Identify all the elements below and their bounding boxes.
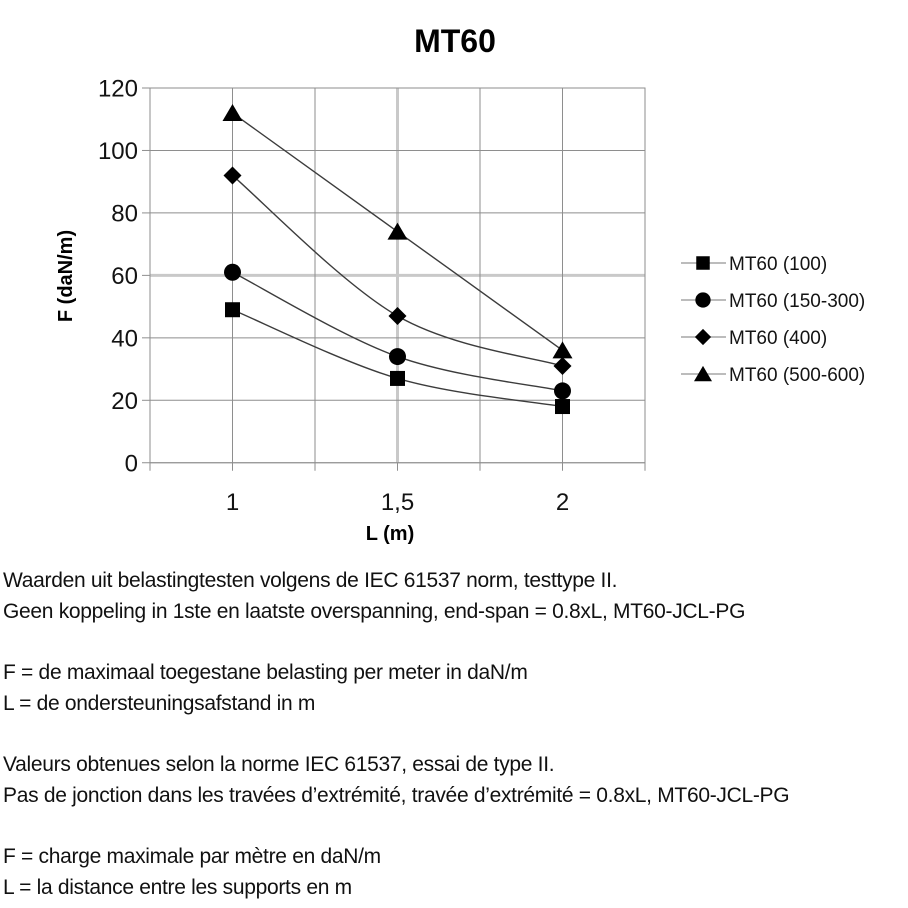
legend-item xyxy=(681,365,865,386)
x-tick-label: 1 xyxy=(225,489,240,516)
x-tick-label: 2 xyxy=(555,489,570,516)
y-tick-label: 100 xyxy=(97,137,138,165)
data-point-marker xyxy=(225,302,240,317)
y-tick-label: 80 xyxy=(111,200,138,228)
data-point-marker xyxy=(554,382,571,399)
diamond-marker xyxy=(695,329,711,345)
data-point-marker xyxy=(553,341,573,358)
y-tick-label: 40 xyxy=(111,325,138,353)
data-point-marker xyxy=(554,357,572,375)
footnote-paragraph: Valeurs obtenues selon la norme IEC 61537, essai de type II. Pas de jonction dans les travées d’extrémité, travée d’extrémité = 0.8xL, MT60-JCL-PG xyxy=(3,753,790,807)
y-tick-label: 120 xyxy=(97,75,138,103)
footnote-paragraph: F = charge maximale par mètre en daN/m L = la distance entre les supports en m xyxy=(3,845,381,899)
data-point-marker xyxy=(223,104,243,121)
square-marker xyxy=(696,256,710,270)
x-tick-label: 1,5 xyxy=(380,489,415,516)
data-point-marker xyxy=(555,399,570,414)
data-point-marker xyxy=(389,348,406,365)
y-axis-title: F (daN/m) xyxy=(55,229,77,323)
legend-item xyxy=(681,254,827,275)
footnote-paragraph: Waarden uit belastingtesten volgens de IEC 61537 norm, testtype II. Geen koppeling in 1ste en laatste overspanning, end-span = 0.8xL, MT60-JCL-PG xyxy=(3,569,746,623)
y-tick-label: 20 xyxy=(111,387,138,415)
legend-label: MT60 (400) xyxy=(729,328,828,349)
data-point-marker xyxy=(389,307,407,325)
legend-label: MT60 (500-600) xyxy=(729,365,866,386)
y-tick-label: 0 xyxy=(124,450,138,478)
legend-item xyxy=(681,328,827,349)
footnotes-block xyxy=(3,565,906,908)
chart-title: MT60 xyxy=(414,23,496,59)
data-point-marker xyxy=(390,371,405,386)
footnote-paragraph: F = de maximaal toegestane belasting per meter in daN/m L = de ondersteuningsafstand in m xyxy=(3,661,528,715)
legend-label: MT60 (100) xyxy=(729,254,828,275)
x-axis-title: L (m) xyxy=(365,523,415,545)
data-point-marker xyxy=(388,223,408,240)
y-tick-label: 60 xyxy=(111,262,138,290)
data-point-marker xyxy=(224,264,241,281)
legend xyxy=(681,254,865,386)
circle-marker xyxy=(695,292,710,307)
legend-label: MT60 (150-300) xyxy=(729,291,866,312)
grid-layer xyxy=(150,88,645,463)
legend-item xyxy=(681,291,865,312)
